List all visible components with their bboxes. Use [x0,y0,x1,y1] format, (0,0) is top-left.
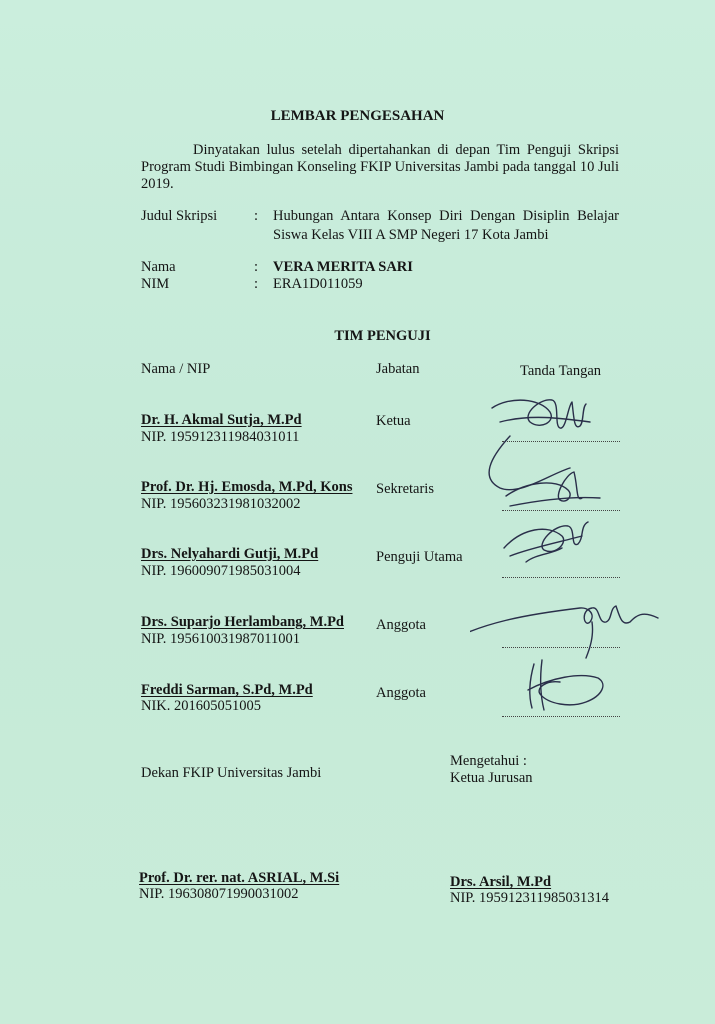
header-signature: Tanda Tangan [520,363,602,379]
dean-label: Dekan FKIP Universitas Jambi [141,765,322,781]
dean-nip: NIP. 196308071990031002 [139,886,299,902]
thesis-label: Judul Skripsi [141,208,218,224]
document-title: LEMBAR PENGESAHAN [270,108,445,124]
committee-title: TIM PENGUJI [334,328,431,344]
examiner-name: Drs. Nelyahardi Gutji, M.Pd [141,546,319,562]
name-label: Nama [141,259,176,275]
examiner-role: Anggota [376,685,426,701]
acknowledged-label: Mengetahui : [450,753,527,769]
thesis-title-line1: Hubungan Antara Konsep Diri Dengan Disiplin Belajar [273,208,619,224]
examiner-nik: NIK. 201605051005 [141,698,262,714]
examiner-name: Drs. Suparjo Herlambang, M.Pd [141,614,344,630]
department-head-name: Drs. Arsil, M.Pd [450,874,552,890]
thesis-title-line2: Siswa Kelas VIII A SMP Negeri 17 Kota Jambi [273,227,549,243]
intro-text: Dinyatakan lulus setelah dipertahankan di depan Tim Penguji Skripsi Program Studi Bimbingan Konseling FKIP Universitas Jambi pada tanggal 10 Juli 2019. [141,142,619,192]
examiner-role: Ketua [376,413,411,429]
examiner-name: Prof. Dr. Hj. Emosda, M.Pd, Kons [141,479,353,495]
examiner-nip: NIP. 195912311984031011 [141,429,300,445]
examiner-role: Sekretaris [376,481,434,497]
student-name: VERA MERITA SARI [273,259,413,275]
examiner-role: Penguji Utama [376,549,463,565]
examiner-role: Anggota [376,617,426,633]
handwritten-signatures [470,378,670,738]
examiner-nip: NIP. 196009071985031004 [141,563,301,579]
name-colon: : [254,259,259,275]
examiner-nip: NIP. 195603231981032002 [141,496,301,512]
department-head-nip: NIP. 195912311985031314 [450,890,609,906]
intro-paragraph [141,142,619,193]
department-head-label: Ketua Jurusan [450,770,533,786]
student-nim: ERA1D011059 [273,276,363,292]
examiner-name: Dr. H. Akmal Sutja, M.Pd [141,412,302,428]
thesis-colon: : [254,208,259,224]
header-name-nip: Nama / NIP [141,361,211,377]
header-position: Jabatan [376,361,420,377]
dean-name: Prof. Dr. rer. nat. ASRIAL, M.Si [139,870,340,886]
examiner-name: Freddi Sarman, S.Pd, M.Pd [141,682,313,698]
examiner-nip: NIP. 195610031987011001 [141,631,300,647]
nim-label: NIM [141,276,170,292]
nim-colon: : [254,276,259,292]
